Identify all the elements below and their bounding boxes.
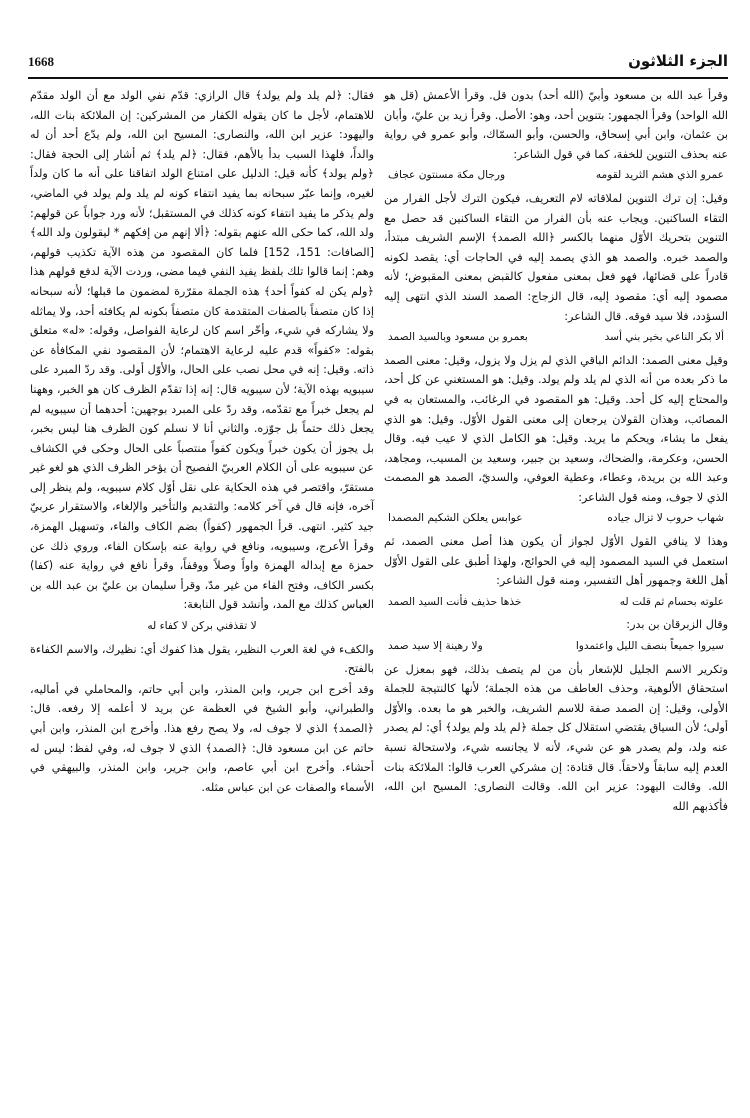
- poetry-verse: [384, 509, 728, 529]
- paragraph: وقيل معنى الصمد: الدائم الباقي الذي لم يزل ولا يزول، وقيل: معنى الصمد ما ذكر بعده من أنه الذي لم يلد ولم يولد. وقيل: هو المستغني عن كل أحد، والمحتاج إليه كل أحد. وقيل: هو المقصود في الرغائب، والمستعان به في المصائب، وهذان القولان يرجعان إلى معنى القول الأوّل. وقيل: هو الذي يفعل ما يشاء، ويحكم ما يريد. وقيل: هو الكامل الذي لا عيب فيه. وقال الحسن، وعكرمة، والضحاك، وسعيد بن جبير، وسعيد بن المسيب، ومجاهد، وعبد الله بن بريدة، وعطاء، وعطية العوفي، والسديّ، الصمد هو المصمت الذي لا جوف، ومنه قول الشاعر:: [384, 353, 728, 504]
- paragraph: وقيل: إن ترك التنوين لملاقاته لام التعريف، فيكون الترك لأجل الفرار من التقاء الساكنين. ويجاب عنه بأن الفرار من التقاء الساكنين قد حصل مع التنوين بتحريك الأوّل منهما بالكسر ﴿الله الصمد﴾ الإسم الشريف مبتدأ، والصمد خبره. والصمد هو الذي يصمد إليه في الحاجات أي: يقصد لكونه قادراً على قضائها، فهو فعل بمعنى مفعول كالقبض بمعنى المقبوض؛ لأنه مصمود إليه أي: مقصود إليه، قال الزجاج: الصمد السند الذي انتهى إليه السؤدد، فلا سيد فوقه. قال الشاعر:: [384, 191, 728, 323]
- verse-first-hemistich: علوته بحسام ثم قلت له: [619, 595, 724, 608]
- paragraph: وهذا لا ينافي القول الأوّل لجواز أن يكون هذا أصل معنى الصمد، ثم استعمل في السيد المصمود إليه في الحوائج، ولهذا أطبق على القول الأوّل أهل اللغة وجمهور أهل التفسير، ومنه قول الشاعر:: [384, 535, 728, 588]
- verse-second-hemistich: ولا رهينة إلا سيد صمد: [388, 640, 483, 653]
- verse-first-hemistich: ألا بكر الناعي بخير بني أسد: [604, 331, 724, 344]
- page-header: [28, 52, 728, 74]
- paragraph: وقرأ عبد الله بن مسعود وأبيّ (الله أحد) بدون قل. وقرأ الأعمش (قل هو الله الواحد) وقرأ الجمهور: بتنوين أحد، وهو: الأصل. وقرأ زيد بن عليّ، وأبان بن عثمان، وابن أبي إسحاق، والحسن، وأبو السمّاك، وأبو عمرو في رواية عنه بحذف التنوين للخفة، كما في قول الشاعر:: [384, 89, 728, 161]
- poetry-verse: [384, 593, 728, 613]
- paragraph: وتكرير الاسم الجليل للإشعار بأن من لم يتصف بذلك، فهو بمعزل عن استحقاق الألوهية، وحذف العاطف من هذه الجملة؛ لأنها كالنتيجة للجملة الأولى، وقيل: إن الصمد صفة للاسم الشريف، والخبر هو ما بعده. والأوّل أولى؛ لأن السياق يقتضي استقلال كل جملة ﴿لم يلد ولم يولد﴾ أي: لم يصدر عنه ولد، ولم يصدر هو عن شيء، لأنه لا يجانسه شيء، ولاستحالة نسبة العدم إليه سابقاً ولاحقاً. قال قتادة: إن مشركي العرب قالوا: الملائكة بنات الله. وقالت اليهود: عزير ابن الله. وقالت النصارى: المسيح ابن الله، فأكذبهم الله: [384, 662, 728, 813]
- paragraph: فقال: ﴿لم يلد ولم يولد﴾ قال الرازي: قدّم نفي الولد مع أن الولد مقدّم للاهتمام، لأجل ما كان يقوله الكفار من المشركين: إن الملائكة بنات الله، واليهود: عزير ابن الله، والنصارى: المسيح ابن الله، ولم يدّع أحد أن له والداً، فلهذا السبب بدأ بالأهم، فقال: ﴿لم يلد﴾ ثم أشار إلى الحجة فقال: ﴿ولم يولد﴾ كأنه قيل: الدليل على امتناع الولد اتفاقنا على أنه ما كان ولداً لغيره، وإنما عبّر سبحانه بما يفيد انتفاء كونه لم يلد ولم يولد في الماضي، ولم يذكر ما يفيد انتفاء كونه كذلك في المستقبل؛ لأنه ورد جواباً عن قولهم: ولد الله، كما حكى الله عنهم بقوله: ﴿ألا إنهم من إفكهم * ليقولون ولد الله﴾ [الصافات: 151، 152] فلما كان المقصود من هذه الآية تكذيب قولهم، وهم: إنما قالوا تلك بلفظ يفيد النفي فيما مضى، وردت الآية لدفع قولهم هذا ﴿ولم يكن له كفواً أحد﴾ هذه الجملة مقرّرة لمضمون ما قبلها؛ لأنه سبحانه إذا كان متصفاً بالصفات المتقدمة كان متصفاً بكونه لم يكافئه أحد، ولا يماثله ولا يشاركه في شيء، وأخّر اسم كان لرعاية الفواصل، وقوله: «له» متعلق بقوله: «كفواً» قدم عليه لرعاية الاهتمام؛ لأن المقصود نفي المكافأة عن ذاته. وقيل: إنه في محل نصب على الحال، والأوّل أولى. وقد ردّ المبرد على سيبويه بهذه الآية؛ لأن سيبويه قال: إنه إذا تقدّم الظرف كان هو الخبر، وههنا لم يجعل خبراً مع تقدّمه، وقد ردّ على المبرد بوجهين: أحدهما أن سيبويه لم يجعل ذلك حتماً بل جوّزه. والثاني أنا لا نسلم كون الظرف هنا ليس بخبر، بل يجوز أن يكون خبراً ويكون كفواً منتصباً على الحال وحكى في الكشاف عن سيبويه على أن الكلام العربيّ الفصيح أن يؤخر الظرف الذي هو لغو غير مستقرّ، واقتصر في هذه الحكاية على نقل أوّل كلام سيبويه، ولم ينظر إلى آخره، فإنه قال في آخر كلامه: والتقديم والتأخير والإلغاء، والاستقرار عربيّ جيد كثير. انتهى. قرأ الجمهور (كفواً) بضم الكاف والفاء، وتسهيل الهمزة، وقرأ الأعرج، وسيبويه، ونافع في رواية عنه بإسكان الفاء، وروي ذلك عن حمزة مع إبداله الهمزة واواً وصلاً ووقفاً، وقرأ نافع في رواية عنه (كفا) بكسر الكاف، وفتح الفاء من غير مدّ، وقرأ سليمان بن عليّ بن عبد الله بن العباس كذلك مع المد، وأنشد قول النابغة:: [30, 89, 375, 612]
- verse-second-hemistich: بعمرو بن مسعود وبالسيد الصمد: [388, 331, 528, 344]
- header-rule: [28, 77, 728, 79]
- poetry-verse: [384, 328, 728, 348]
- verse-first-hemistich: سيروا جميعاً بنصف الليل واعتمدوا: [575, 640, 724, 653]
- verse-second-hemistich: عوابس يعلكن الشكيم المصمدا: [388, 512, 523, 525]
- verse-first-hemistich: عمرو الذي هشم الثريد لقومه: [595, 169, 724, 182]
- part-title: الجزء الثلاثون: [628, 52, 728, 70]
- poetry-verse: [30, 617, 374, 637]
- right-column: [384, 86, 728, 817]
- page-number: 1668: [28, 54, 54, 69]
- verse-first-hemistich: لا تقذفني بركن لا كفاء له: [147, 620, 257, 633]
- paragraph: والكفء في لغة العرب النظير، يقول هذا كفوك أي: نظيرك، والاسم الكفاءة بالفتح.: [30, 642, 374, 676]
- verse-second-hemistich: ورجال مكة مسنتون عجاف: [388, 169, 506, 182]
- poetry-verse: [384, 166, 728, 186]
- paragraph: وقد أخرج ابن جرير، وابن المنذر، وابن أبي حاتم، والمحاملي في أماليه، والطبراني، وأبو الشيخ في العظمة عن بريد لا أعلمه إلا رفعه. قال: ﴿الصمد﴾ الذي لا جوف له، ولا يصح رفع هذا. وأخرج ابن المنذر، وابن أبي حاتم عن ابن مسعود قال: ﴿الصمد﴾ الذي لا جوف له، وفي لفظ: ليس له أحشاء. وأخرج ابن أبي عاصم، وابن جرير، وابن المنذر، والبيهقي في الأسماء والصفات عن ابن عباس مثله.: [30, 682, 374, 794]
- poetry-verse: [384, 637, 728, 657]
- paragraph: وقال الزبرقان بن بدر:: [626, 618, 728, 632]
- left-column: [30, 86, 374, 798]
- verse-second-hemistich: خذها حذيف فأنت السيد الصمد: [388, 595, 522, 608]
- verse-first-hemistich: شهاب حروب لا تزال جياده: [607, 512, 724, 525]
